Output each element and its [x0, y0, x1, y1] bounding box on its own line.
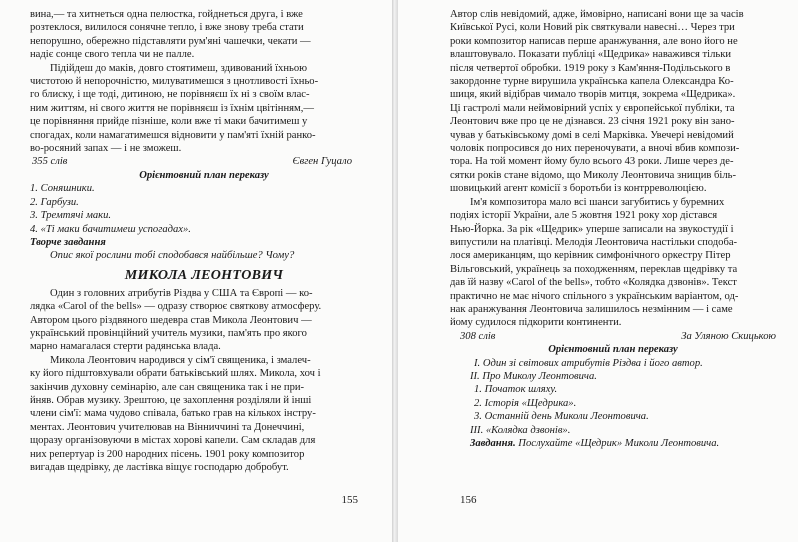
- section-title: МИКОЛА ЛЕОНТОВИЧ: [124, 267, 284, 283]
- right-paragraph-1: [450, 8, 776, 196]
- author-name: За Уляною Скицькою: [681, 330, 776, 342]
- left-paragraph-1: [30, 8, 378, 62]
- word-count: 308 слів: [460, 330, 496, 342]
- text-line: Один з головних атрибутів Різдва у США та Європі — ко-: [50, 287, 313, 299]
- plan-item: 1. Соняшники.: [30, 183, 95, 195]
- text-line: дав їй назву «Carol of the bells», тобто «Колядка дзвонів». Текст: [450, 277, 737, 289]
- plan-item: 2. Історія «Щедрика».: [474, 397, 577, 409]
- text-line: сятки років стане відомо, що Миколу Леонтовича знищив біль-: [450, 169, 736, 181]
- plan-item: 3. Останній день Миколи Леонтовича.: [474, 411, 649, 423]
- text-line: чував у батьківському домі в селі Марківка. Увечері невідомий: [450, 129, 734, 141]
- text-line: шиця, який відібрав чимало творів митця, зокрема «Щедрика».: [450, 89, 736, 101]
- text-line: нак аранжування Леонтовича залишилось незмінним — і саме: [450, 303, 733, 315]
- author-name: Євген Гуцало: [292, 156, 352, 168]
- text-line: спогадах, коли намагатимешся відновити у пам'яті їхній ранко-: [30, 129, 316, 141]
- text-line: тора. На той момент йому було всього 43 роки. Лише через де-: [450, 156, 734, 168]
- text-line: лося американцям, що керівник симфонічного оркестру Пітер: [450, 250, 731, 262]
- text-line: ментах. Леонтович учителював на Вінниччині та Донеччині,: [30, 421, 305, 433]
- plan-item: 4. «Ті маки бачитимеш успогадах».: [30, 223, 191, 235]
- task-text: Опис якої рослини тобі сподобався найбільше? Чому?: [50, 250, 295, 262]
- text-line: роки композитор написав перше аранжування, але воно його не: [450, 35, 738, 47]
- text-line: закордонне турне вирушила українська капела Олександра Ко-: [450, 76, 734, 88]
- task-text: Послухайте «Щедрик» Миколи Леонтовича.: [518, 438, 720, 449]
- text-line: подіях історії України, але 5 жовтня 1921 року хор дістався: [450, 210, 718, 222]
- text-line: ним життям, ні свого життя не порівняєш із їхнім цвітінням,—: [30, 102, 314, 114]
- plan-item: 3. Тремтячі маки.: [30, 210, 112, 222]
- text-line: Ці гастролі мали неймовірний успіх у європейської публіки, та: [450, 102, 735, 114]
- text-line: Нью-Йорка. За рік «Щедрик» уперше записали на звукостудії і: [450, 223, 734, 235]
- right-page: [398, 0, 798, 542]
- text-line: Автор слів невідомий, адже, ймовірно, написані вони ще за часів: [450, 9, 744, 20]
- left-paragraph-4: [30, 354, 378, 475]
- plan-title: Орієнтовний план переказу: [139, 169, 269, 181]
- text-line: лядка «Carol of the bells» — одразу створює святкову атмосферу.: [30, 301, 322, 313]
- text-line: го блиску, і ще тоді, дитиною, не порівняєш їх ні з своїм влас-: [30, 89, 310, 101]
- text-line: український провінційний учитель музики, пам'ять про якого: [30, 327, 307, 339]
- text-line: це порівняння прийде пізніше, коли вже ті маки бачитимеш у: [30, 116, 308, 128]
- task-title: Творче завдання: [30, 236, 106, 248]
- text-line: ку його підштовхували обрати батьківський шлях. Микола, хоч і: [30, 368, 321, 380]
- text-line: непорушно, обережно підставляти рум'яні чашечки, чекати —: [30, 35, 311, 47]
- text-line: випустили на платівці. Мелодія Леонтовича настільки сподоба-: [450, 236, 738, 248]
- text-line: закінчив духовну семінарію, але сан священика так і не при-: [30, 381, 305, 393]
- plan-list: [30, 182, 378, 236]
- text-line: Київської Русі, коли Новий рік святкували навесні… Через три: [450, 22, 735, 34]
- text-line: Ім'я композитора мало всі шанси загубитись у буремних: [470, 196, 725, 208]
- text-line: чоловік попросився до них переночувати, а вночі вбив компози-: [450, 143, 740, 155]
- text-line: Леонтович вже про це не дізнався. 23 січня 1921 року він зано-: [450, 116, 735, 128]
- text-line: вигадав щедрівку, де ластівка віщує господарю добробут.: [30, 462, 289, 473]
- text-line: щоразу організовуючи в містах хорові капели. Сам складав для: [30, 435, 316, 447]
- text-line: йняв. Обрав музику. Зрештою, це захоплення розділяли й інші: [30, 394, 312, 406]
- left-page: [0, 0, 392, 542]
- plan-list: [450, 357, 776, 437]
- text-line: практично не має нічого спільного з українським варіантом, од-: [450, 290, 739, 302]
- right-paragraph-2: [450, 196, 776, 330]
- text-line: чистотою й непорочністю, милуватимешся з цнотливості їхньо-: [30, 76, 319, 88]
- text-line: вина,— та хитнеться одна пелюстка, гойднеться друга, і вже: [30, 9, 303, 20]
- text-line: влаштовувало. Показати публіці «Щедрика» наважився тільки: [450, 49, 732, 61]
- text-line: Підійдеш до маків, довго стоятимеш, здивований їхньою: [50, 62, 308, 74]
- text-line: Автором цього різдвяного шедевра став Микола Леонтович —: [30, 314, 312, 326]
- plan-item: II. Про Миколу Леонтовича.: [470, 370, 597, 382]
- text-line: шовицький агент комісії з боротьби із контрреволюцією.: [450, 183, 707, 195]
- text-line: Микола Леонтович народився у сім'ї священика, і змалеч-: [50, 354, 311, 366]
- text-line: Вільговський, українець за походженням, переклав щедрівку та: [450, 263, 738, 275]
- text-line: марно намагалася стерти радянська влада.: [30, 341, 221, 353]
- text-line: після четвертої обробки. 1919 року з Кам'яння-Подільського в: [450, 62, 731, 74]
- text-line: члени сім'ї: мама чудово співала, батько грав на кількох інстру-: [30, 408, 316, 420]
- plan-item: 2. Гарбузи.: [30, 196, 79, 208]
- left-paragraph-3: [30, 287, 378, 354]
- plan-item: 1. Початок шляху.: [474, 384, 558, 396]
- plan-item: I. Один зі світових атрибутів Різдва і його автор.: [474, 357, 703, 369]
- task: [450, 437, 776, 450]
- text-line: надіє сонце свого тепла чи не палле.: [30, 49, 195, 61]
- text-line: розтеклося, вилилося сонячне тепло, і вже знову треба стати: [30, 22, 304, 34]
- text-line: во-росяний запах — і не зможеш.: [30, 143, 182, 155]
- plan-item: III. «Колядка дзвонів».: [470, 424, 571, 436]
- word-count: 355 слів: [32, 156, 68, 168]
- text-line: йому судилося підкорити континенти.: [450, 317, 622, 329]
- page-number: 156: [460, 494, 477, 506]
- left-paragraph-2: [30, 62, 378, 156]
- left-signature: [30, 155, 378, 168]
- plan-title: Орієнтовний план переказу: [548, 344, 678, 356]
- task-label: Завдання.: [470, 438, 516, 449]
- text-line: них репертуар із 200 народних пісень. 1901 року композитор: [30, 448, 305, 460]
- right-signature: [450, 330, 776, 343]
- page-number: 155: [341, 494, 358, 506]
